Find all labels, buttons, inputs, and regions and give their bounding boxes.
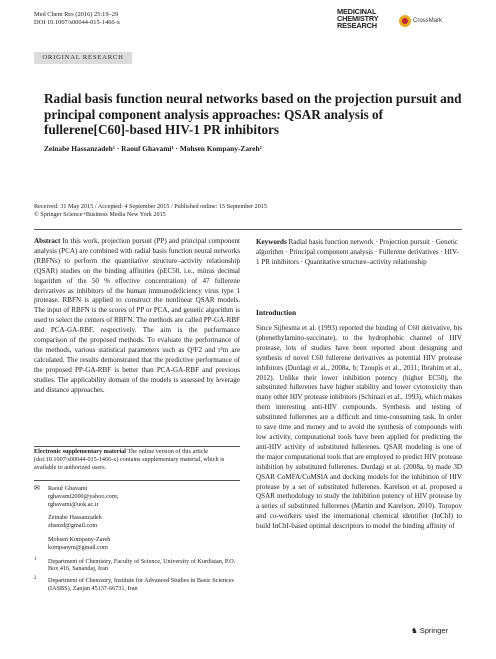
logo-line-2: CHEMISTRY — [337, 14, 379, 23]
contact-block — [34, 485, 240, 597]
affiliation — [34, 577, 240, 593]
keywords-label: Keywords — [256, 238, 287, 246]
contact-entry — [34, 536, 240, 552]
esm-text: The online version of this article (doi:10.1007/s00044-015-1466-x) contains supplementary material, which is available to authorized users. — [34, 448, 225, 471]
introduction-heading: Introduction — [256, 308, 297, 317]
abstract-label: Abstract — [34, 237, 61, 245]
divider — [34, 229, 462, 230]
keywords-text: Radial basis function network · Projection pursuit · Genetic algorithm · Principal component analysis · Fullerene derivatives · HIV-1 PR inhibitors · Quantitative structure–activity relationship — [256, 238, 459, 266]
divider — [34, 480, 240, 481]
affiliation-text: Department of Chemistry, Institute for Advanced Studies in Basic Sciences (IASBS), Zanjan 45137-66731, Iran — [48, 577, 234, 592]
contact-email[interactable]: kompanym@gmail.com — [48, 543, 108, 551]
esm-note — [34, 448, 240, 471]
doi-line: DOI 10.1007/s00044-015-1466-x — [34, 19, 120, 26]
keywords — [256, 237, 462, 267]
contact-name: Mohsen Kompany-Zareh — [48, 535, 111, 543]
envelope-icon: ✉ — [34, 484, 40, 492]
journal-meta — [34, 11, 120, 27]
contact-email[interactable]: zhsnzd@gmail.com — [48, 522, 98, 530]
contact-name: Zeinabe Hassanzadeh — [48, 514, 102, 522]
springer-horse-icon: ♞ — [411, 626, 418, 635]
affiliation — [34, 558, 240, 574]
publisher-name: Springer — [419, 626, 449, 635]
publication-history — [34, 203, 454, 219]
springer-footer — [411, 626, 448, 635]
article-type-badge: ORIGINAL RESEARCH — [34, 52, 132, 64]
crossmark-badge[interactable] — [399, 15, 442, 27]
journal-logo — [337, 8, 395, 29]
copyright: © Springer Science+Business Media New York 2015 — [34, 211, 166, 218]
journal-line: Med Chem Res (2016) 25:19–29 — [34, 11, 119, 18]
contact-name: Raouf Ghavami — [48, 485, 88, 492]
divider — [34, 446, 240, 447]
article-title: Radial basis function neural networks based on the projection pursuit and principal component analysis approaches: QSAR analysis of fullerene[C60]-based HIV-1 PR inhibitors — [44, 91, 462, 137]
affiliation-number: 2 — [34, 576, 37, 582]
affiliation-number: 1 — [34, 556, 37, 562]
abstract — [34, 237, 240, 396]
affiliation-text: Department of Chemistry, Faculty of Science, University of Kurdistan, P.O. Box 416, Sanandaj, Iran — [48, 557, 236, 573]
crossmark-label: CrossMark — [413, 18, 443, 24]
crossmark-icon — [399, 15, 411, 27]
esm-label: Electronic supplementary material — [34, 448, 126, 455]
contact-entry — [34, 514, 240, 530]
logo-line-3: RESEARCH — [337, 21, 377, 30]
contact-email[interactable]: rghavami2000@yahoo.com; — [48, 492, 119, 500]
contact-entry — [34, 485, 240, 508]
abstract-text: In this work, projection pursuit (PP) and principal component analysis (PCA) are combined with radial basis function neural networks (RBFNs) to perform the quantitative structure–activity relationship (QSAR) studies on the binding affinities (pEC50, i.e., minus decimal logarithm of the 50 % effective concentration) of 47 fullerene derivatives as inhibitors of the human immunodeficiency virus type 1 protease. RBFN is applied to construct the nonlinear QSAR models. The input of RBFN is the scores of PP or PCA, and genetic algorithm is used to select the centers of RBFN. The methods are called PP-GA-RBF and PCA-GA-RBF, respectively. The aim is the performance comparison of the proposed methods. To evaluate the performance of the methods, various statistical parameters such as Q²F2 and r²m are calculated. The results demonstrated that the predictive performance of the proposed PP-GA-RBF is better than PCA-GA-RBF and previous studies. The applicability domain of the models is assessed by leverage and distance approaches. — [34, 237, 240, 394]
introduction-text: Since Sijbesma et al. (1993) reported the binding of C60 derivative, bis (phenethylamino-succinate), to the hydrophobic channel of HIV protease, lots of studies have been reported about designing and synthesis of novel C60 fullerene derivatives as potential HIV protease inhibitors (Durdagi et al., 2008a, b; Tzoupis et al., 2011; Ibrahim et al., 2012). Unlike their lower inhibition potency (higher EC50), the substituted fullerenes have higher stability and lower cytotoxicity than many other HIV protease inhibitors (Schinazi et al., 1993), which makes them interesting anti-HIV compounds. Synthesis and testing of substituted fullerenes are a difficult and time-consuming task. In order to save time and money and to avoid the synthesis of compounds with low activity, computational tools have been applied for predicting the anti-HIV activity of substituted fullerenes. QSAR modeling is one of the major computational tools that are employed to predict HIV protease inhibition by substituted fullerenes. Durdagi et al. (2008a, b) made 3D QSAR CoMFA/CoMSIA and docking models for the inhibition of HIV protease by a set of substituted fullerenes. Karelson et al. proposed a QSAR methodology to study the inhibition potency of HIV protease by a series of substituted fullerenes (Martin and Karelson, 2010). Toropov and co-workers used the international chemical identifier (InChI) to build InChI-based optimal descriptors to model the binding affinity of — [256, 324, 462, 531]
received-dates: Received: 31 May 2015 / Accepted: 4 September 2015 / Published online: 15 September 2015 — [34, 203, 268, 210]
contact-email[interactable]: rghavami@uok.ac.ir — [48, 500, 99, 508]
author-list: Zeinabe Hassanzadeh¹ · Raouf Ghavami¹ · Mohsen Kompany-Zareh² — [44, 144, 262, 153]
logo-line-1: MEDICINAL — [337, 7, 377, 16]
